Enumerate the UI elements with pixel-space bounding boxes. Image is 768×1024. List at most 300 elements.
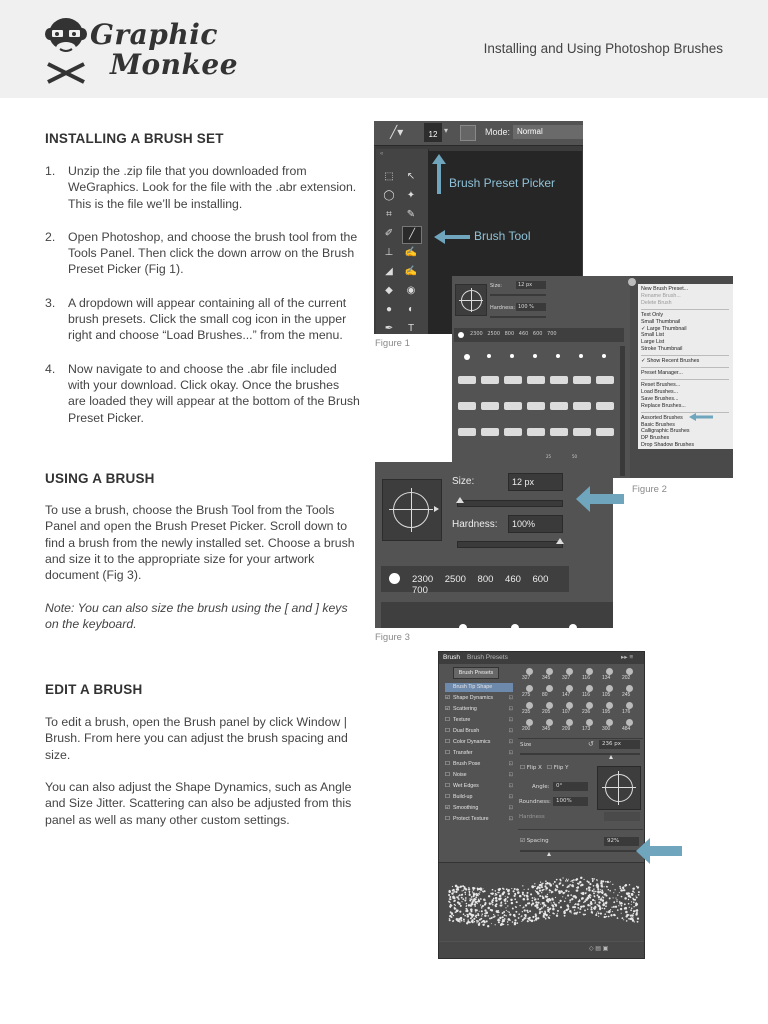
stroke-speck — [564, 892, 565, 893]
flip-y-checkbox[interactable]: ☐ Flip Y — [547, 765, 569, 771]
checkbox-icon[interactable]: ☐ — [445, 739, 450, 745]
brush-tip-thumbnail[interactable] — [606, 702, 613, 709]
stroke-speck — [470, 898, 471, 899]
menu-item[interactable]: Save Brushes... — [641, 395, 679, 402]
stroke-speck — [547, 898, 549, 900]
stroke-speck — [512, 908, 514, 910]
spacing-checkbox[interactable]: ☑ Spacing — [520, 838, 549, 844]
brush-thumbnail[interactable] — [458, 376, 476, 384]
stroke-speck — [598, 912, 600, 914]
brush-tip-thumbnail[interactable] — [526, 685, 533, 692]
brush-tip-thumbnail[interactable] — [606, 719, 613, 726]
stroke-speck — [492, 904, 493, 905]
stroke-speck — [531, 920, 534, 923]
mode-select[interactable]: Normal — [513, 125, 583, 139]
menu-item[interactable]: Rename Brush... — [641, 292, 681, 299]
picker-size-field[interactable]: 12 px — [516, 281, 546, 289]
lock-icon[interactable]: ⊡ — [508, 706, 513, 712]
stroke-speck — [577, 888, 578, 889]
hardness-slider-handle[interactable] — [556, 538, 564, 544]
stroke-speck — [503, 894, 504, 895]
menu-item[interactable]: Preset Manager... — [641, 370, 683, 377]
menu-item[interactable]: Text Only — [641, 311, 664, 318]
hardness-slider[interactable] — [457, 541, 563, 548]
stroke-speck — [543, 905, 544, 906]
brush-panel-toggle-icon[interactable] — [460, 125, 476, 141]
stroke-speck — [471, 910, 473, 912]
stroke-speck — [580, 906, 582, 908]
checkbox-icon[interactable]: ☐ — [445, 772, 450, 778]
stroke-speck — [478, 900, 481, 903]
tool-icon[interactable]: ◆ — [385, 285, 393, 296]
brush-option-item[interactable] — [445, 683, 513, 692]
stroke-speck — [623, 888, 625, 890]
stroke-speck — [463, 921, 464, 922]
stroke-speck — [597, 904, 598, 905]
stroke-speck — [476, 917, 477, 918]
menu-item[interactable]: Large List — [641, 339, 665, 346]
stroke-speck — [556, 915, 558, 917]
stroke-speck — [507, 924, 508, 925]
logo — [42, 14, 90, 89]
stroke-speck — [475, 909, 477, 911]
lock-icon[interactable]: ⊡ — [508, 695, 513, 701]
menu-item[interactable]: ✓ Large Thumbnail — [641, 325, 687, 332]
stroke-speck — [568, 891, 569, 892]
brush-tip-thumbnail[interactable] — [606, 685, 613, 692]
tool-icon[interactable]: ⊥ — [384, 247, 394, 258]
brush-thumbnail[interactable] — [596, 376, 614, 384]
brush-thumbnail[interactable] — [481, 376, 499, 384]
brush-size-field[interactable]: 236 px — [599, 740, 640, 749]
arrow-up-icon — [432, 154, 446, 194]
stroke-speck — [498, 892, 500, 894]
stroke-speck — [548, 917, 550, 919]
stroke-speck — [522, 907, 523, 908]
brush-thumbnail[interactable] — [464, 354, 470, 360]
brush-option-item[interactable] — [445, 727, 513, 736]
brush-thumbnail[interactable] — [596, 402, 614, 410]
brush-thumbnail[interactable] — [550, 428, 568, 436]
mode-label: Mode: — [485, 127, 511, 137]
using-paragraph: To use a brush, choose the Brush Tool from the Tools Panel and open the Brush Preset Picker. Scroll down to find a brush from the newly installed set. Choose a brush and size it to the appropriate size for your artwork document (Fig 3). — [45, 503, 355, 583]
brush-thumbnail[interactable] — [550, 376, 568, 384]
stroke-speck — [599, 905, 601, 907]
brush-tip-thumbnail[interactable] — [546, 702, 553, 709]
tool-icon[interactable]: ✦ — [406, 190, 416, 201]
stroke-speck — [468, 914, 469, 915]
stroke-speck — [606, 895, 607, 896]
stroke-speck — [507, 921, 508, 922]
stroke-speck — [481, 910, 483, 912]
spacing-slider[interactable] — [520, 850, 640, 852]
menu-item[interactable]: Small Thumbnail — [641, 318, 681, 325]
stroke-speck — [621, 905, 623, 907]
brush-thumbnail[interactable] — [602, 354, 606, 358]
brush-option-label: Build-up — [453, 794, 473, 800]
stroke-speck — [621, 896, 623, 898]
stroke-speck — [537, 898, 539, 900]
checkbox-icon[interactable]: ☐ — [445, 728, 450, 734]
stroke-speck — [638, 894, 640, 896]
stroke-speck — [524, 914, 526, 916]
stroke-speck — [528, 918, 530, 920]
chevron-down-icon[interactable]: ▾ — [444, 126, 449, 135]
menu-item[interactable]: Delete Brush — [641, 299, 672, 306]
stroke-speck — [517, 891, 520, 894]
stroke-speck — [491, 923, 492, 924]
lock-icon[interactable]: ⊡ — [508, 761, 513, 767]
brush-thumbnail[interactable] — [504, 402, 522, 410]
brush-tip-thumbnail[interactable] — [586, 719, 593, 726]
stroke-speck — [596, 914, 598, 916]
brush-option-item[interactable] — [445, 815, 513, 824]
stroke-speck — [476, 895, 477, 896]
lock-icon[interactable]: ⊡ — [508, 728, 513, 734]
stroke-speck — [625, 911, 628, 914]
gear-icon[interactable] — [628, 278, 636, 286]
brush-tip-size: 147 — [562, 692, 571, 698]
stroke-speck — [522, 885, 523, 886]
stroke-speck — [554, 881, 556, 883]
brush-option-item[interactable] — [445, 782, 513, 791]
brush-thumbnail[interactable] — [573, 376, 591, 384]
recent-brush-dot[interactable] — [389, 573, 400, 584]
stroke-speck — [483, 898, 485, 900]
brush-thumbnail[interactable] — [504, 428, 522, 436]
brush-tip-size: 205 — [542, 709, 551, 715]
checkbox-checked-icon[interactable]: ☑ — [445, 805, 450, 811]
stroke-speck — [507, 911, 508, 912]
arrow-left-icon — [434, 230, 470, 244]
brush-option-item[interactable] — [445, 760, 513, 769]
picker-hardness-slider[interactable] — [490, 316, 546, 318]
brush-tip-thumbnail[interactable] — [526, 702, 533, 709]
tool-icon[interactable]: ◯ — [383, 190, 395, 201]
tool-icon[interactable]: ✐ — [384, 228, 394, 239]
brush-tip-thumbnail[interactable] — [566, 668, 573, 675]
brush-option-label: Noise — [453, 772, 467, 778]
stroke-speck — [476, 920, 478, 922]
brush-tip-thumbnail[interactable] — [586, 668, 593, 675]
stroke-speck — [605, 917, 606, 918]
flip-y-label: Flip Y — [553, 765, 569, 771]
stroke-speck — [555, 889, 557, 891]
menu-item[interactable]: Reset Brushes... — [641, 381, 681, 388]
stroke-speck — [562, 896, 563, 897]
brush-tool-icon[interactable]: ╱ — [402, 226, 422, 244]
stroke-speck — [449, 919, 451, 921]
brush-option-item[interactable] — [445, 716, 513, 725]
picker-hardness-label: Hardness: — [490, 305, 516, 311]
stroke-speck — [470, 904, 471, 905]
menu-item[interactable]: Basic Brushes — [641, 421, 675, 428]
stroke-speck — [604, 886, 605, 887]
tool-icon[interactable]: T — [407, 323, 415, 334]
stroke-speck — [503, 920, 505, 922]
tool-icon[interactable]: ⌗ — [386, 209, 392, 220]
stroke-speck — [541, 884, 543, 886]
checkbox-icon[interactable]: ☐ — [445, 717, 450, 723]
stroke-speck — [592, 890, 594, 892]
stroke-speck — [517, 922, 519, 924]
stroke-speck — [566, 909, 568, 911]
stroke-speck — [595, 903, 596, 904]
brush-thumbnail[interactable] — [579, 354, 583, 358]
checkbox-icon[interactable]: ☐ — [445, 761, 450, 767]
stroke-speck — [534, 920, 535, 921]
stroke-speck — [551, 902, 552, 903]
stroke-speck — [515, 906, 517, 908]
brush-thumbnail[interactable] — [527, 428, 545, 436]
tool-icon[interactable]: ⬚ — [384, 171, 394, 182]
logo-line-1: Graphic — [90, 18, 218, 51]
stroke-speck — [567, 880, 569, 882]
size-slider-handle[interactable] — [456, 497, 464, 503]
tool-icon[interactable]: ◢ — [385, 266, 393, 277]
checkbox-icon[interactable]: ☐ — [445, 783, 450, 789]
brush-thumbnail[interactable] — [573, 402, 591, 410]
stroke-speck — [628, 893, 629, 894]
angle-field[interactable]: 0° — [553, 782, 588, 791]
logo-line-2: Monkee — [110, 48, 239, 81]
panel-menu-icon[interactable]: ▸▸ ≡ — [621, 654, 634, 661]
tool-icon[interactable]: ✍ — [404, 247, 418, 258]
spacing-field[interactable]: 92% — [604, 837, 639, 846]
brush-tip-thumbnail[interactable] — [626, 719, 633, 726]
brush-tip-thumbnail[interactable] — [566, 702, 573, 709]
tool-icon[interactable]: ◐ — [407, 304, 415, 315]
brush-thumbnail[interactable] — [596, 428, 614, 436]
checkbox-checked-icon[interactable]: ☑ — [445, 695, 450, 701]
reset-size-icon[interactable]: ↺ — [588, 741, 594, 748]
menu-item[interactable]: Drop Shadow Brushes — [641, 442, 694, 449]
flip-x-checkbox[interactable]: ☐ Flip X — [520, 765, 542, 771]
brush-thumbnail[interactable] — [550, 402, 568, 410]
size-field[interactable]: 12 px — [508, 473, 563, 491]
brush-tip-thumbnail[interactable] — [526, 668, 533, 675]
brush-option-item[interactable] — [445, 804, 513, 813]
stroke-speck — [571, 898, 573, 900]
stroke-speck — [637, 921, 639, 923]
stroke-speck — [549, 883, 551, 885]
stroke-speck — [474, 906, 475, 907]
stroke-speck — [475, 911, 476, 912]
picker-size-slider[interactable] — [490, 294, 546, 296]
tab-brush[interactable]: Brush — [443, 654, 460, 661]
brush-tip-thumbnail[interactable] — [546, 719, 553, 726]
stroke-speck — [498, 912, 500, 914]
brush-size-slider[interactable] — [520, 753, 640, 755]
menu-item[interactable]: Replace Brushes... — [641, 402, 686, 409]
stroke-speck — [618, 905, 619, 906]
menu-item[interactable]: Stroke Thumbnail — [641, 346, 683, 353]
stroke-speck — [494, 915, 496, 917]
menu-item[interactable]: ✓ Show Recent Brushes — [641, 358, 700, 365]
brush-tip-thumbnail[interactable] — [606, 668, 613, 675]
monkey-logo-icon — [42, 14, 90, 84]
lock-icon[interactable]: ⊡ — [508, 717, 513, 723]
stroke-speck — [524, 909, 526, 911]
stroke-speck — [571, 912, 572, 913]
brush-preset-picker-button[interactable]: 12 — [424, 123, 442, 142]
picker-hardness-field[interactable]: 100 % — [516, 303, 546, 311]
brush-thumbnail[interactable] — [533, 354, 537, 358]
brush-thumbnail[interactable] — [458, 402, 476, 410]
using-note: Note: You can also size the brush using the [ and ] keys on the keyboard. — [45, 601, 348, 632]
brush-tip-thumbnail[interactable] — [586, 702, 593, 709]
brush-thumbnail[interactable] — [510, 354, 514, 358]
roundness-field[interactable]: 100% — [553, 797, 588, 806]
stroke-speck — [470, 917, 472, 919]
brush-tip-thumbnail[interactable] — [566, 685, 573, 692]
tool-icon[interactable]: ✍ — [404, 266, 418, 277]
menu-item[interactable]: DP Brushes — [641, 435, 670, 442]
stroke-speck — [484, 915, 486, 917]
stroke-speck — [598, 916, 599, 917]
lock-icon[interactable]: ⊡ — [508, 794, 513, 800]
menu-item[interactable]: Calligraphic Brushes — [641, 428, 690, 435]
size-slider[interactable] — [457, 500, 563, 507]
stroke-speck — [592, 899, 594, 901]
brush-tip-size: 116 — [582, 692, 590, 698]
lock-icon[interactable]: ⊡ — [508, 739, 513, 745]
brush-thumbnail[interactable] — [487, 354, 491, 358]
brush-tip-thumbnail[interactable] — [626, 668, 633, 675]
stroke-speck — [614, 889, 615, 890]
brush-tip-size: 235 — [522, 709, 531, 715]
stroke-speck — [564, 915, 566, 917]
menu-item[interactable]: Load Brushes... — [641, 388, 679, 395]
brush-tip-thumbnail[interactable] — [626, 685, 633, 692]
tool-icon[interactable]: ◉ — [406, 285, 416, 296]
brush-thumbnail[interactable] — [504, 376, 522, 384]
brush-option-item[interactable] — [445, 694, 513, 703]
stroke-speck — [541, 907, 543, 909]
brush-tip-thumbnail[interactable] — [546, 668, 553, 675]
brush-presets-button[interactable]: Brush Presets — [453, 667, 499, 679]
checkbox-icon[interactable]: ☐ — [445, 816, 450, 822]
brush-tip-size: 236 — [582, 709, 591, 715]
tool-icon[interactable]: ● — [385, 304, 393, 315]
stroke-speck — [522, 893, 524, 895]
figure-1-caption: Figure 1 — [375, 338, 410, 349]
tool-icon[interactable]: ↖ — [406, 171, 416, 182]
stroke-speck — [472, 900, 474, 902]
brush-thumbnail[interactable] — [481, 402, 499, 410]
stroke-speck — [514, 888, 516, 890]
checkbox-icon[interactable]: ☐ — [445, 794, 450, 800]
brush-thumbnail[interactable] — [527, 402, 545, 410]
brush-angle-preview[interactable] — [597, 766, 641, 810]
brush-thumbnail[interactable] — [556, 354, 560, 358]
callout-brush-preset-picker: Brush Preset Picker — [449, 176, 556, 190]
stroke-speck — [509, 913, 511, 915]
panel-footer-icons[interactable]: ◇ ▤ ▣ — [589, 946, 609, 952]
menu-item[interactable]: New Brush Preset... — [641, 286, 689, 292]
list-item — [45, 295, 360, 344]
lock-icon[interactable]: ⊡ — [508, 783, 513, 789]
stroke-speck — [556, 879, 558, 881]
menu-item[interactable]: Assorted Brushes — [641, 414, 683, 421]
stroke-speck — [610, 881, 611, 882]
brush-tip-thumbnail[interactable] — [586, 685, 593, 692]
checkbox-icon[interactable]: ☐ — [445, 750, 450, 756]
stroke-speck — [571, 880, 573, 882]
brush-thumbnail[interactable] — [481, 428, 499, 436]
brush-thumbnail[interactable] — [527, 376, 545, 384]
brush-option-item[interactable] — [445, 793, 513, 802]
menu-item[interactable]: Small List — [641, 332, 664, 339]
brush-tip-thumbnail[interactable] — [566, 719, 573, 726]
tab-brush-presets[interactable]: Brush Presets — [467, 654, 508, 661]
stroke-speck — [575, 903, 577, 905]
brush-tip-size: 209 — [562, 726, 571, 732]
tool-icon[interactable]: ✎ — [406, 209, 416, 220]
stroke-speck — [506, 888, 508, 890]
brush-thumbnail[interactable] — [573, 428, 591, 436]
menu-separator — [641, 379, 729, 380]
brush-option-label: Brush Pose — [453, 761, 481, 767]
stroke-speck — [599, 901, 600, 902]
stroke-speck — [536, 906, 539, 909]
stroke-speck — [502, 916, 504, 918]
picker-scrollbar[interactable] — [620, 346, 625, 476]
arrow-left-icon — [689, 413, 713, 421]
stroke-speck — [633, 902, 635, 904]
brush-thumbnail[interactable] — [458, 428, 476, 436]
stroke-speck — [563, 911, 564, 912]
stroke-speck — [537, 918, 539, 920]
stroke-speck — [631, 908, 633, 910]
lock-icon[interactable]: ⊡ — [508, 772, 513, 778]
brush-option-item[interactable] — [445, 738, 513, 747]
stroke-speck — [462, 885, 464, 887]
section-heading-installing: INSTALLING A BRUSH SET — [45, 131, 224, 146]
stroke-speck — [522, 919, 524, 921]
stroke-speck — [453, 901, 454, 902]
brush-size-slider-handle[interactable] — [609, 755, 613, 759]
stroke-speck — [596, 879, 597, 880]
stroke-speck — [551, 891, 553, 893]
stroke-speck — [575, 896, 578, 899]
stroke-speck — [488, 915, 489, 916]
stroke-speck — [540, 904, 541, 905]
lock-icon[interactable]: ⊡ — [508, 805, 513, 811]
stroke-speck — [544, 912, 547, 915]
stroke-speck — [514, 893, 516, 895]
hardness-field[interactable]: 100% — [508, 515, 563, 533]
brush-option-item[interactable] — [445, 705, 513, 714]
tool-icon[interactable]: ✒ — [384, 323, 394, 334]
stroke-speck — [552, 906, 554, 908]
brush-tip-thumbnail[interactable] — [546, 685, 553, 692]
lock-icon[interactable]: ⊡ — [508, 816, 513, 822]
brush-option-item[interactable] — [445, 771, 513, 780]
brush-option-item[interactable] — [445, 749, 513, 758]
stroke-speck — [465, 888, 467, 890]
stroke-speck — [634, 892, 635, 893]
checkbox-checked-icon[interactable]: ☑ — [445, 706, 450, 712]
spacing-slider-handle[interactable] — [547, 852, 551, 856]
stroke-speck — [509, 920, 510, 921]
stroke-speck — [506, 910, 507, 911]
brush-tip-thumbnail[interactable] — [626, 702, 633, 709]
brush-presets-menu — [638, 284, 733, 449]
lock-icon[interactable]: ⊡ — [508, 750, 513, 756]
callout-arrow-size — [590, 494, 624, 504]
brush-tip-thumbnail[interactable] — [526, 719, 533, 726]
